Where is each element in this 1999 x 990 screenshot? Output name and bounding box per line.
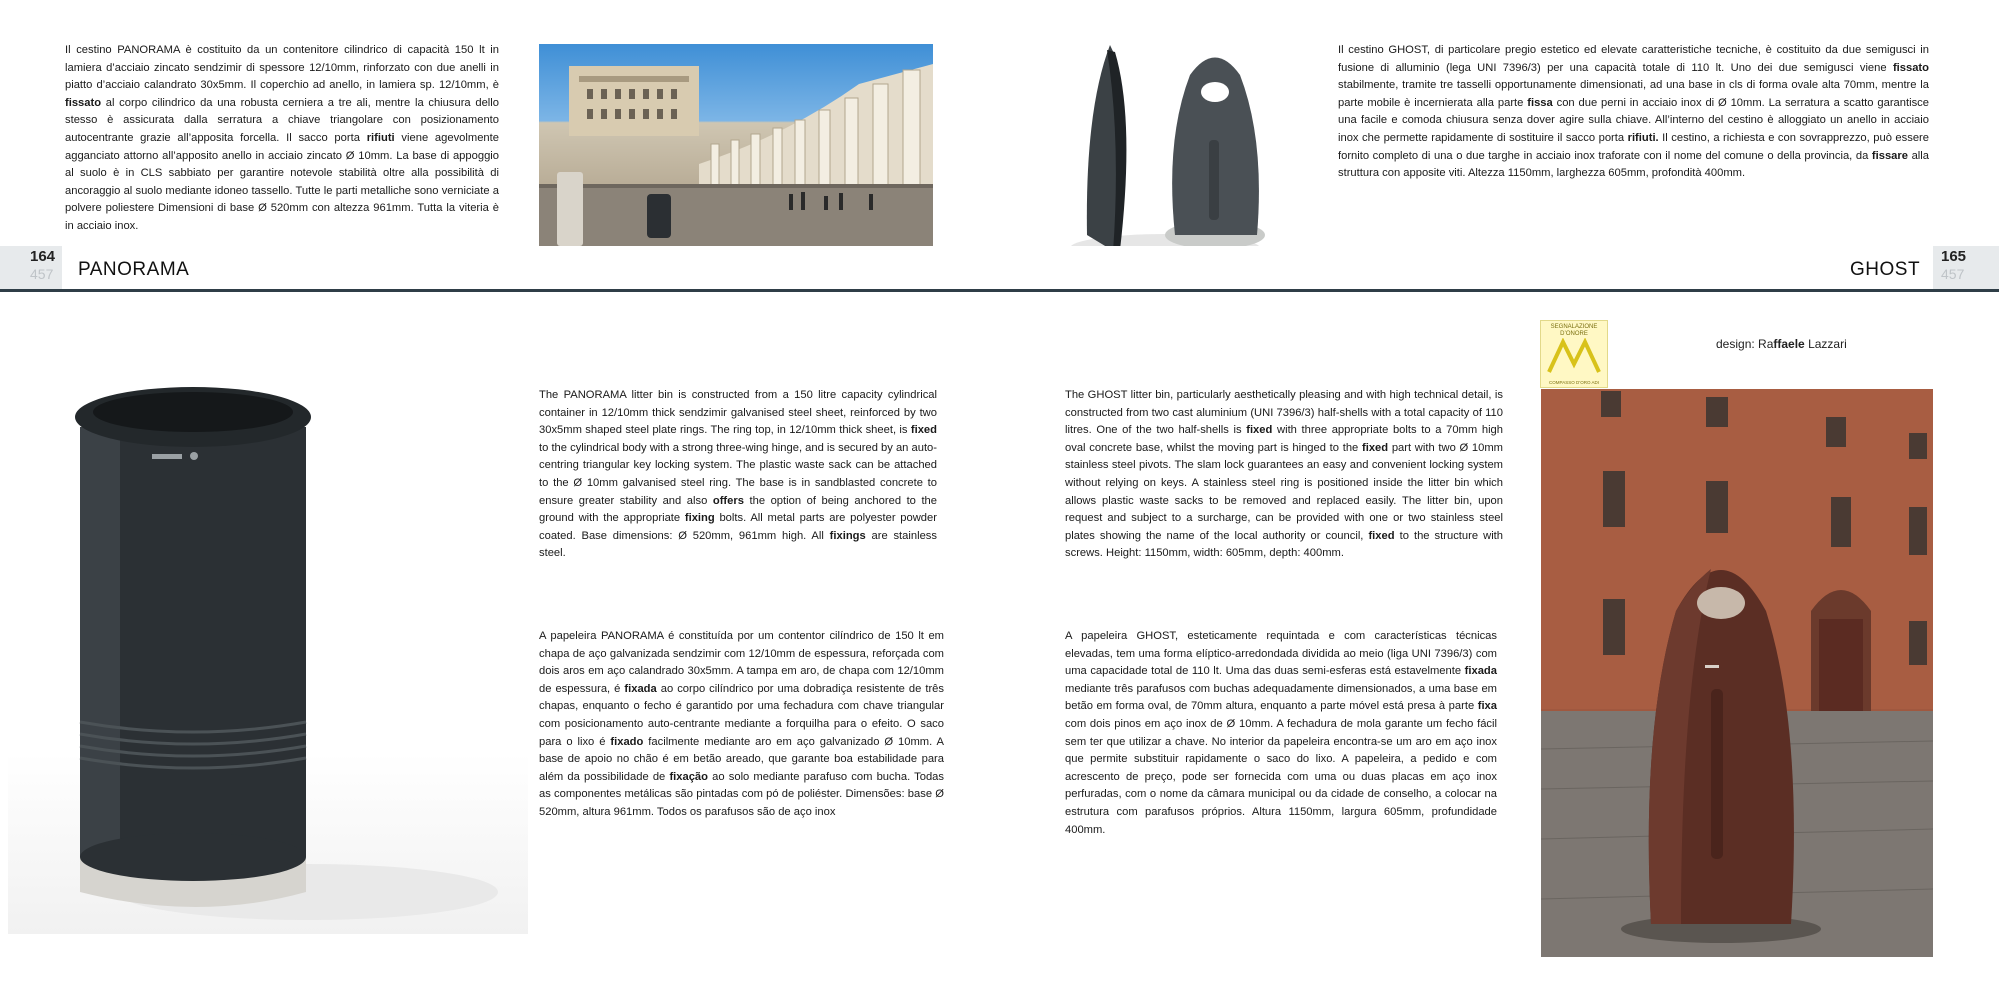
compasso-doro-award-logo bbox=[1540, 320, 1608, 388]
right-page-total: 457 bbox=[1941, 266, 1965, 282]
right-page-tab bbox=[1933, 246, 1999, 289]
panorama-portuguese-description: A papeleira PANORAMA é constituída por um contentor cilíndrico de 150 lt em chapa de aço galvanizada sendzimir com 12/10mm de espessura, reforçada com dois aros em aço calandrado 30x5mm. A tampa em aro, de chapa com 12/10mm de espessura, é fixada ao corpo cilíndrico por uma dobradiça resistente de três chapas, enquanto o fecho é garantido por uma fechadura com chave triangular com posicionamento auto-centrante mediante a forquilha para o efeito. O saco para o lixo é fixado facilmente mediante aro em aço galvanizado Ø 10mm. A base de apoio no chão é em betão areado, que garante boa estabilidade para além da possibilidade de fixação ao solo mediante parafuso com bucha. Todas as componentes metálicas são pintadas com pó de poliéster. Dimensões: base Ø 520mm, altura 961mm. Todos os parafusos são de aço inox bbox=[539, 630, 945, 818]
colonnade-illustration bbox=[539, 44, 933, 246]
panorama-bin-illustration bbox=[8, 332, 528, 934]
header-band bbox=[0, 246, 1999, 292]
ghost-installation-photo bbox=[1541, 389, 1933, 957]
panorama-english-description: The PANORAMA litter bin is constructed from a 150 litre capacity cylindrical container in 12/10mm thick sendzimir galvanised steel sheet, reinforced by two 30x5mm shaped steel plate rings. The ring top, in 12/10mm thick sheet, is fixed to the cylindrical body with a strong three-wing hinge, and is secured by an auto-centring triangular key locking system. The plastic waste sack can be attached to the Ø 10mm galvanised steel ring. The base is in sandblasted concrete to ensure greater stability and also offers the option of being anchored to the ground with the appropriate fixing bolts. All metal parts are polyester powder coated. Base dimensions: Ø 520mm, 961mm high. All fixings are stainless steel. bbox=[539, 389, 938, 560]
left-page-total: 457 bbox=[30, 266, 54, 282]
ghost-english-description: The GHOST litter bin, particularly aesthetically pleasing and with high technical detail, is constructed from two cast aluminium (UNI 7396/3) half-shells with a total capacity of 110 litres. One of the two half-shells is fixed with three appropriate bolts to a 70mm high oval concrete base, whilst the moving part is hinged to the fixed part with two Ø 10mm stainless steel pivots. The slam lock guarantees an easy and convenient locking system without relying on keys. A stainless steel ring is positioned inside the litter bin which allows plastic waste sacks to be removed and replaced easily. The litter bin, upon request and subject to a surcharge, can be provided with one or two stainless steel plates showing the name of the local authority or council, fixed to the structure with screws. Height: 1150mm, width: 605mm, depth: 400mm. bbox=[1065, 389, 1504, 560]
ghost-open-product-image bbox=[1025, 30, 1275, 275]
award-line-3: COMPASSO D’ORO ADI bbox=[1549, 380, 1599, 385]
panorama-product-image bbox=[8, 332, 528, 934]
left-page-tab bbox=[0, 246, 62, 289]
header-rule bbox=[0, 289, 1999, 292]
panorama-installation-photo bbox=[539, 44, 933, 246]
panorama-italian-description: Il cestino PANORAMA è costituito da un contenitore cilindrico di capacità 150 lt in lamiera d’acciaio zincato sendzimir di spessore 12/10mm, rinforzato con due anelli in piatto d’acciaio calandrato 30x5mm. Il coperchio ad anello, in lamiera sp. 12/10mm, è fissato al corpo cilindrico da una robusta cerniera a tre ali, mentre la chiusura dello stesso è assicurata dalla serratura a chiave triangolare con posizionamento autocentrante grazie all’apposita forcella. Il sacco porta rifiuti viene agevolmente agganciato attorno all’apposito anello in acciaio zincato Ø 10mm. La base di appoggio al suolo è in CLS sabbiato per garantire notevole stabilità oltre alla possibilità di ancoraggio al suolo mediante idoneo tassello. Tutte le parti metalliche sono verniciate a polvere poliestere Dimensioni di base Ø 520mm con altezza 961mm. Tutta la viteria è in acciaio inox. bbox=[65, 44, 499, 232]
award-line-1: SEGNALAZIONE bbox=[1550, 324, 1598, 330]
right-section-title: GHOST bbox=[1850, 259, 1921, 280]
brick-building-illustration bbox=[1541, 389, 1933, 957]
award-line-2: D’ONORE bbox=[1560, 331, 1588, 337]
award-mark-icon bbox=[1541, 338, 1607, 376]
ghost-portuguese-description: A papeleira GHOST, esteticamente requintada e com características técnicas elevadas, tem uma forma elíptico-arredondada dividida ao meio (liga UNI 7396/3) com uma capacidade total de 110 lt. Uma das duas semi-esferas está estavelmente fixada mediante três parafusos com buchas adequadamente dimensionados, a uma base em betão em forma oval, de 70mm altura, enquanto a parte móvel está presa à parte fixa com dois pinos em aço inox de Ø 10mm. A fechadura de mola garante um fecho fácil sem ter que utilizar a chave. No interior da papeleira encontra-se um aro em aço inox que permite substituir rapidamente o saco do lixo. A papeleira, a pedido e com acrescento de preço, pode ser fornecida com uma ou duas placas em aço inox perfuradas, com o nome da câmara municipal ou da cidade de conselho, a colocar na estrutura com parafusos próprios. Altura 1150mm, largura 605mm, profundidade 400mm. bbox=[1065, 630, 1497, 836]
right-page-number: 165 bbox=[1941, 248, 1967, 265]
designer-credit: design: Raffaele Lazzari bbox=[1716, 337, 1847, 351]
ghost-italian-description: Il cestino GHOST, di particolare pregio estetico ed elevate caratteristiche tecniche, è costituito da due semigusci in fusione di alluminio (lega UNI 7396/3) per una capacità totale di 110 lt. Uno dei due semigusci viene fissato stabilmente, tramite tre tasselli opportunamente dimensionati, ad una base in cls di forma ovale alta 70mm, mentre la parte mobile è incernierata alla parte fissa con due perni in acciaio inox di Ø 10mm. La serratura a scatto garantisce una facile e comoda chiusura senza dover agire sulla chiave. All’interno del cestino è alloggiato un anello in acciaio inox che permette rapidamente di sostituire il sacco porta rifiuti. Il cestino, a richiesta e con sovrapprezzo, può essere fornito completo di una o due targhe in acciaio inox traforate con il nome del comune o della provincia, da fissare alla struttura con apposite viti. Altezza 1150mm, larghezza 605mm, profondità 400mm. bbox=[1338, 44, 1929, 180]
ghost-open-illustration bbox=[1025, 30, 1275, 275]
left-section-title: PANORAMA bbox=[78, 259, 190, 280]
left-page-number: 164 bbox=[30, 248, 56, 265]
